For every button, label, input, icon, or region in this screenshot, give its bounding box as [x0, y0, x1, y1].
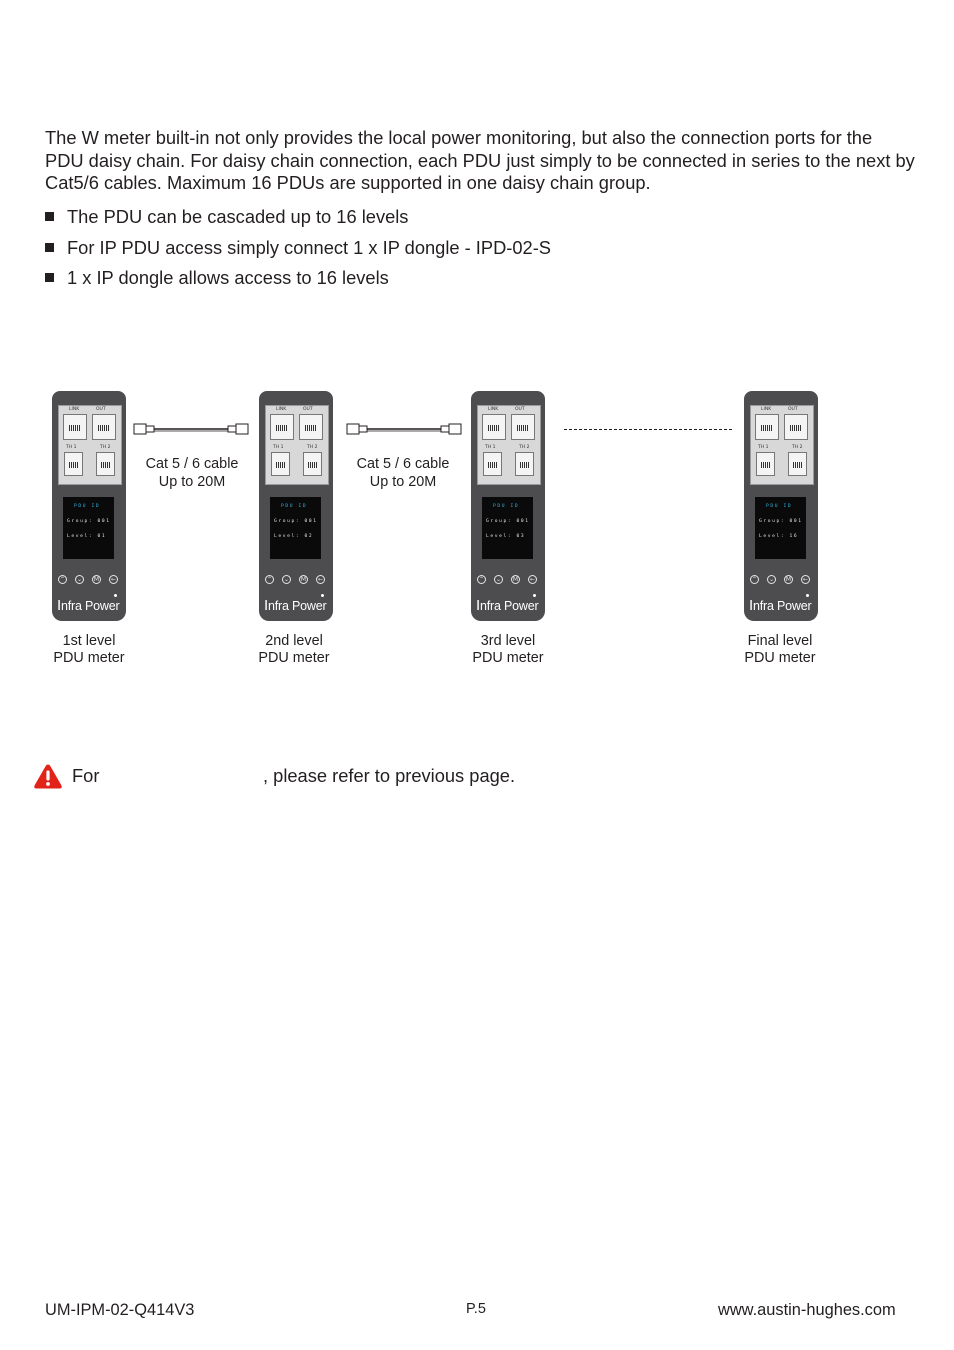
pdu-meter-2	[259, 391, 333, 621]
bullet-square-icon	[45, 273, 54, 282]
warning-note: For , please refer to previous page.	[72, 765, 516, 786]
th1-port-icon	[64, 452, 83, 476]
lcd-display: PDU ID Group: 001 Level: 16	[755, 497, 806, 559]
meter-label: Final level PDU meter	[744, 633, 816, 666]
th1-port-icon	[271, 452, 290, 476]
intro-paragraph: The W meter built-in not only provides the local power monitoring, but also the connection ports for the PDU daisy chain. For daisy chain connection, each PDU just simply to be connected in series to the next by Cat5/6 cables. Maximum 16 PDUs are supported in one daisy chain group.	[45, 127, 915, 194]
up-button-icon: ⌃	[59, 576, 66, 583]
th2-port-icon	[303, 452, 322, 476]
port-panel: LINK OUT TH 1 TH 2	[750, 405, 814, 485]
back-button-icon: ←	[529, 576, 536, 583]
link-port-icon	[270, 414, 294, 440]
menu-button-icon: M	[93, 576, 100, 583]
pdu-meter-3	[471, 391, 545, 621]
down-button-icon: ⌄	[495, 576, 502, 583]
menu-button-icon: M	[512, 576, 519, 583]
port-panel: LINK OUT TH 1 TH 2	[477, 405, 541, 485]
lcd-display: PDU ID Group: 001 Level: 03	[482, 497, 533, 559]
th2-port-icon	[788, 452, 807, 476]
bullet-square-icon	[45, 243, 54, 252]
th1-port-icon	[756, 452, 775, 476]
page-number: P.5	[466, 1301, 486, 1317]
link-port-icon	[755, 414, 779, 440]
cable-label: Cat 5 / 6 cable Up to 20M	[145, 456, 239, 490]
cable-label: Cat 5 / 6 cable Up to 20M	[356, 456, 450, 490]
th2-port-icon	[515, 452, 534, 476]
up-button-icon: ⌃	[266, 576, 273, 583]
feature-item: 1 x IP dongle allows access to 16 levels	[45, 266, 551, 297]
up-button-icon: ⌃	[478, 576, 485, 583]
back-button-icon: ←	[317, 576, 324, 583]
out-port-icon	[92, 414, 116, 440]
out-port-icon	[299, 414, 323, 440]
out-port-icon	[784, 414, 808, 440]
warning-icon	[33, 763, 63, 790]
brand-logo: Infra Power	[749, 597, 812, 614]
feature-list	[45, 205, 551, 297]
pdu-meter-final	[744, 391, 818, 621]
bullet-square-icon	[45, 212, 54, 221]
th1-port-icon	[483, 452, 502, 476]
link-port-icon	[63, 414, 87, 440]
meter-label: 2nd level PDU meter	[258, 633, 330, 666]
back-button-icon: ←	[802, 576, 809, 583]
up-button-icon: ⌃	[751, 576, 758, 583]
down-button-icon: ⌄	[283, 576, 290, 583]
menu-button-icon: M	[300, 576, 307, 583]
document-id: UM-IPM-02-Q414V3	[45, 1301, 195, 1319]
out-port-icon	[511, 414, 535, 440]
link-port-icon	[482, 414, 506, 440]
cable-icon	[132, 420, 250, 440]
back-button-icon: ←	[110, 576, 117, 583]
feature-item: For IP PDU access simply connect 1 x IP dongle - IPD-02-S	[45, 236, 551, 267]
down-button-icon: ⌄	[76, 576, 83, 583]
th2-port-icon	[96, 452, 115, 476]
lcd-display: PDU ID Group: 001 Level: 01	[63, 497, 114, 559]
feature-item: The PDU can be cascaded up to 16 levels	[45, 205, 551, 236]
website-link[interactable]: www.austin-hughes.com	[718, 1301, 896, 1319]
brand-logo: Infra Power	[57, 597, 120, 614]
brand-logo: Infra Power	[264, 597, 327, 614]
down-button-icon: ⌄	[768, 576, 775, 583]
menu-button-icon: M	[785, 576, 792, 583]
brand-logo: Infra Power	[476, 597, 539, 614]
dashed-continuation-line	[564, 429, 732, 430]
port-panel: LINK OUT TH 1 TH 2	[58, 405, 122, 485]
meter-label: 1st level PDU meter	[53, 633, 125, 666]
cable-icon	[345, 420, 463, 440]
pdu-meter-1	[52, 391, 126, 621]
meter-label: 3rd level PDU meter	[472, 633, 544, 666]
lcd-display: PDU ID Group: 001 Level: 02	[270, 497, 321, 559]
port-panel: LINK OUT TH 1 TH 2	[265, 405, 329, 485]
